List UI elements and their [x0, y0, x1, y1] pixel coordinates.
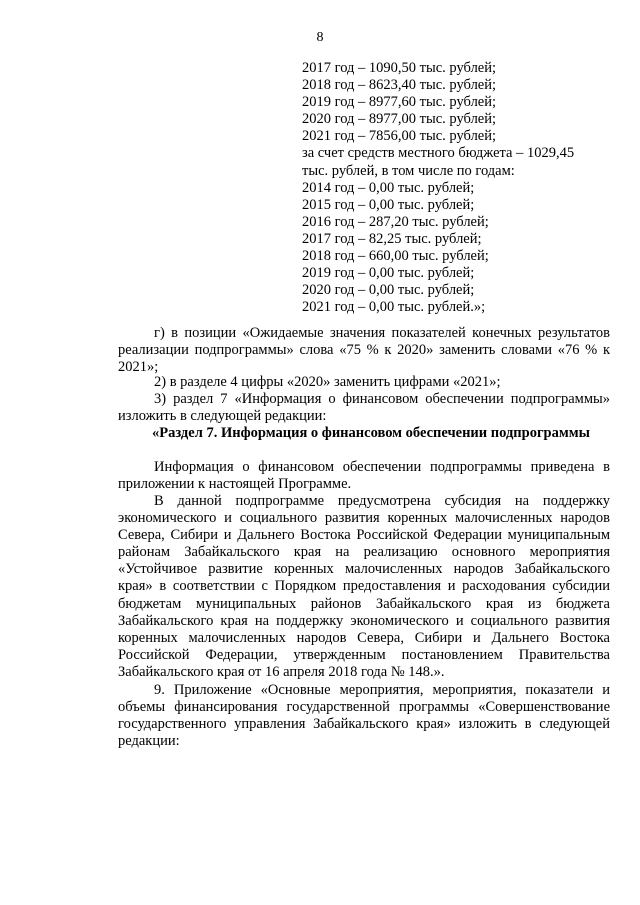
budget-line: 2020 год – 8977,00 тыс. рублей; [302, 111, 497, 128]
budget-by-year-list [302, 60, 602, 316]
budget-line: 2021 год – 0,00 тыс. рублей.»; [302, 299, 486, 316]
budget-line: 2015 год – 0,00 тыс. рублей; [302, 196, 475, 213]
item-3-paragraph: 3) раздел 7 «Информация о финансовом обеспечении подпрограммы» изложить в следующей редакции: [118, 391, 610, 425]
budget-line: 2016 год – 287,20 тыс. рублей; [302, 213, 489, 230]
section-7-heading: «Раздел 7. Информация о финансовом обеспечении подпрограммы [152, 425, 590, 441]
budget-line: 2018 год – 660,00 тыс. рублей; [302, 248, 489, 265]
budget-line: 2019 год – 0,00 тыс. рублей; [302, 265, 475, 282]
budget-line: 2021 год – 7856,00 тыс. рублей; [302, 128, 497, 145]
item-9-paragraph: 9. Приложение «Основные мероприятия, мероприятия, показатели и объемы финансирования государственной программы «Совершенствование государственного управления Забайкальского края» изложить в следующей редакции: [118, 682, 610, 750]
budget-line: 2020 год – 0,00 тыс. рублей; [302, 282, 475, 299]
budget-line: 2018 год – 8623,40 тыс. рублей; [302, 77, 497, 94]
item-2-paragraph: 2) в разделе 4 цифры «2020» заменить цифрами «2021»; [154, 374, 501, 390]
budget-line: 2017 год – 82,25 тыс. рублей; [302, 230, 482, 247]
budget-line: за счет средств местного бюджета – 1029,45 [302, 145, 575, 162]
subsidy-paragraph: В данной подпрограмме предусмотрена субсидия на поддержку экономического и социального развития коренных малочисленных народов Севера, Сибири и Дальнего Востока Российской Федерации муниципальным районам Забайкальского края на реализацию основного мероприятия «Устойчивое развитие коренных малочисленных народов Забайкальского края» в соответствии с Порядком предоставления и расходования субсидии бюджетам муниципальных районов Забайкальского края из бюджета Забайкальского края на поддержку экономического и социального развития коренных малочисленных народов Севера, Сибири и Дальнего Востока Российской Федерации, утвержденным постановлением Правительства Забайкальского края от 16 апреля 2018 года № 148.». [118, 493, 610, 680]
budget-line: тыс. рублей, в том числе по годам: [302, 162, 515, 179]
budget-line: 2019 год – 8977,60 тыс. рублей; [302, 94, 497, 111]
budget-line: 2014 год – 0,00 тыс. рублей; [302, 179, 475, 196]
item-g-paragraph: г) в позиции «Ожидаемые значения показателей конечных результатов реализации подпрограммы» слова «75 % к 2020» заменить словами «76 % к 2021»; [118, 325, 610, 376]
budget-line: 2017 год – 1090,50 тыс. рублей; [302, 60, 497, 76]
financing-info-paragraph: Информация о финансовом обеспечении подпрограммы приведена в приложении к настоящей Программе. [118, 459, 610, 493]
page-number: 8 [316, 30, 324, 45]
